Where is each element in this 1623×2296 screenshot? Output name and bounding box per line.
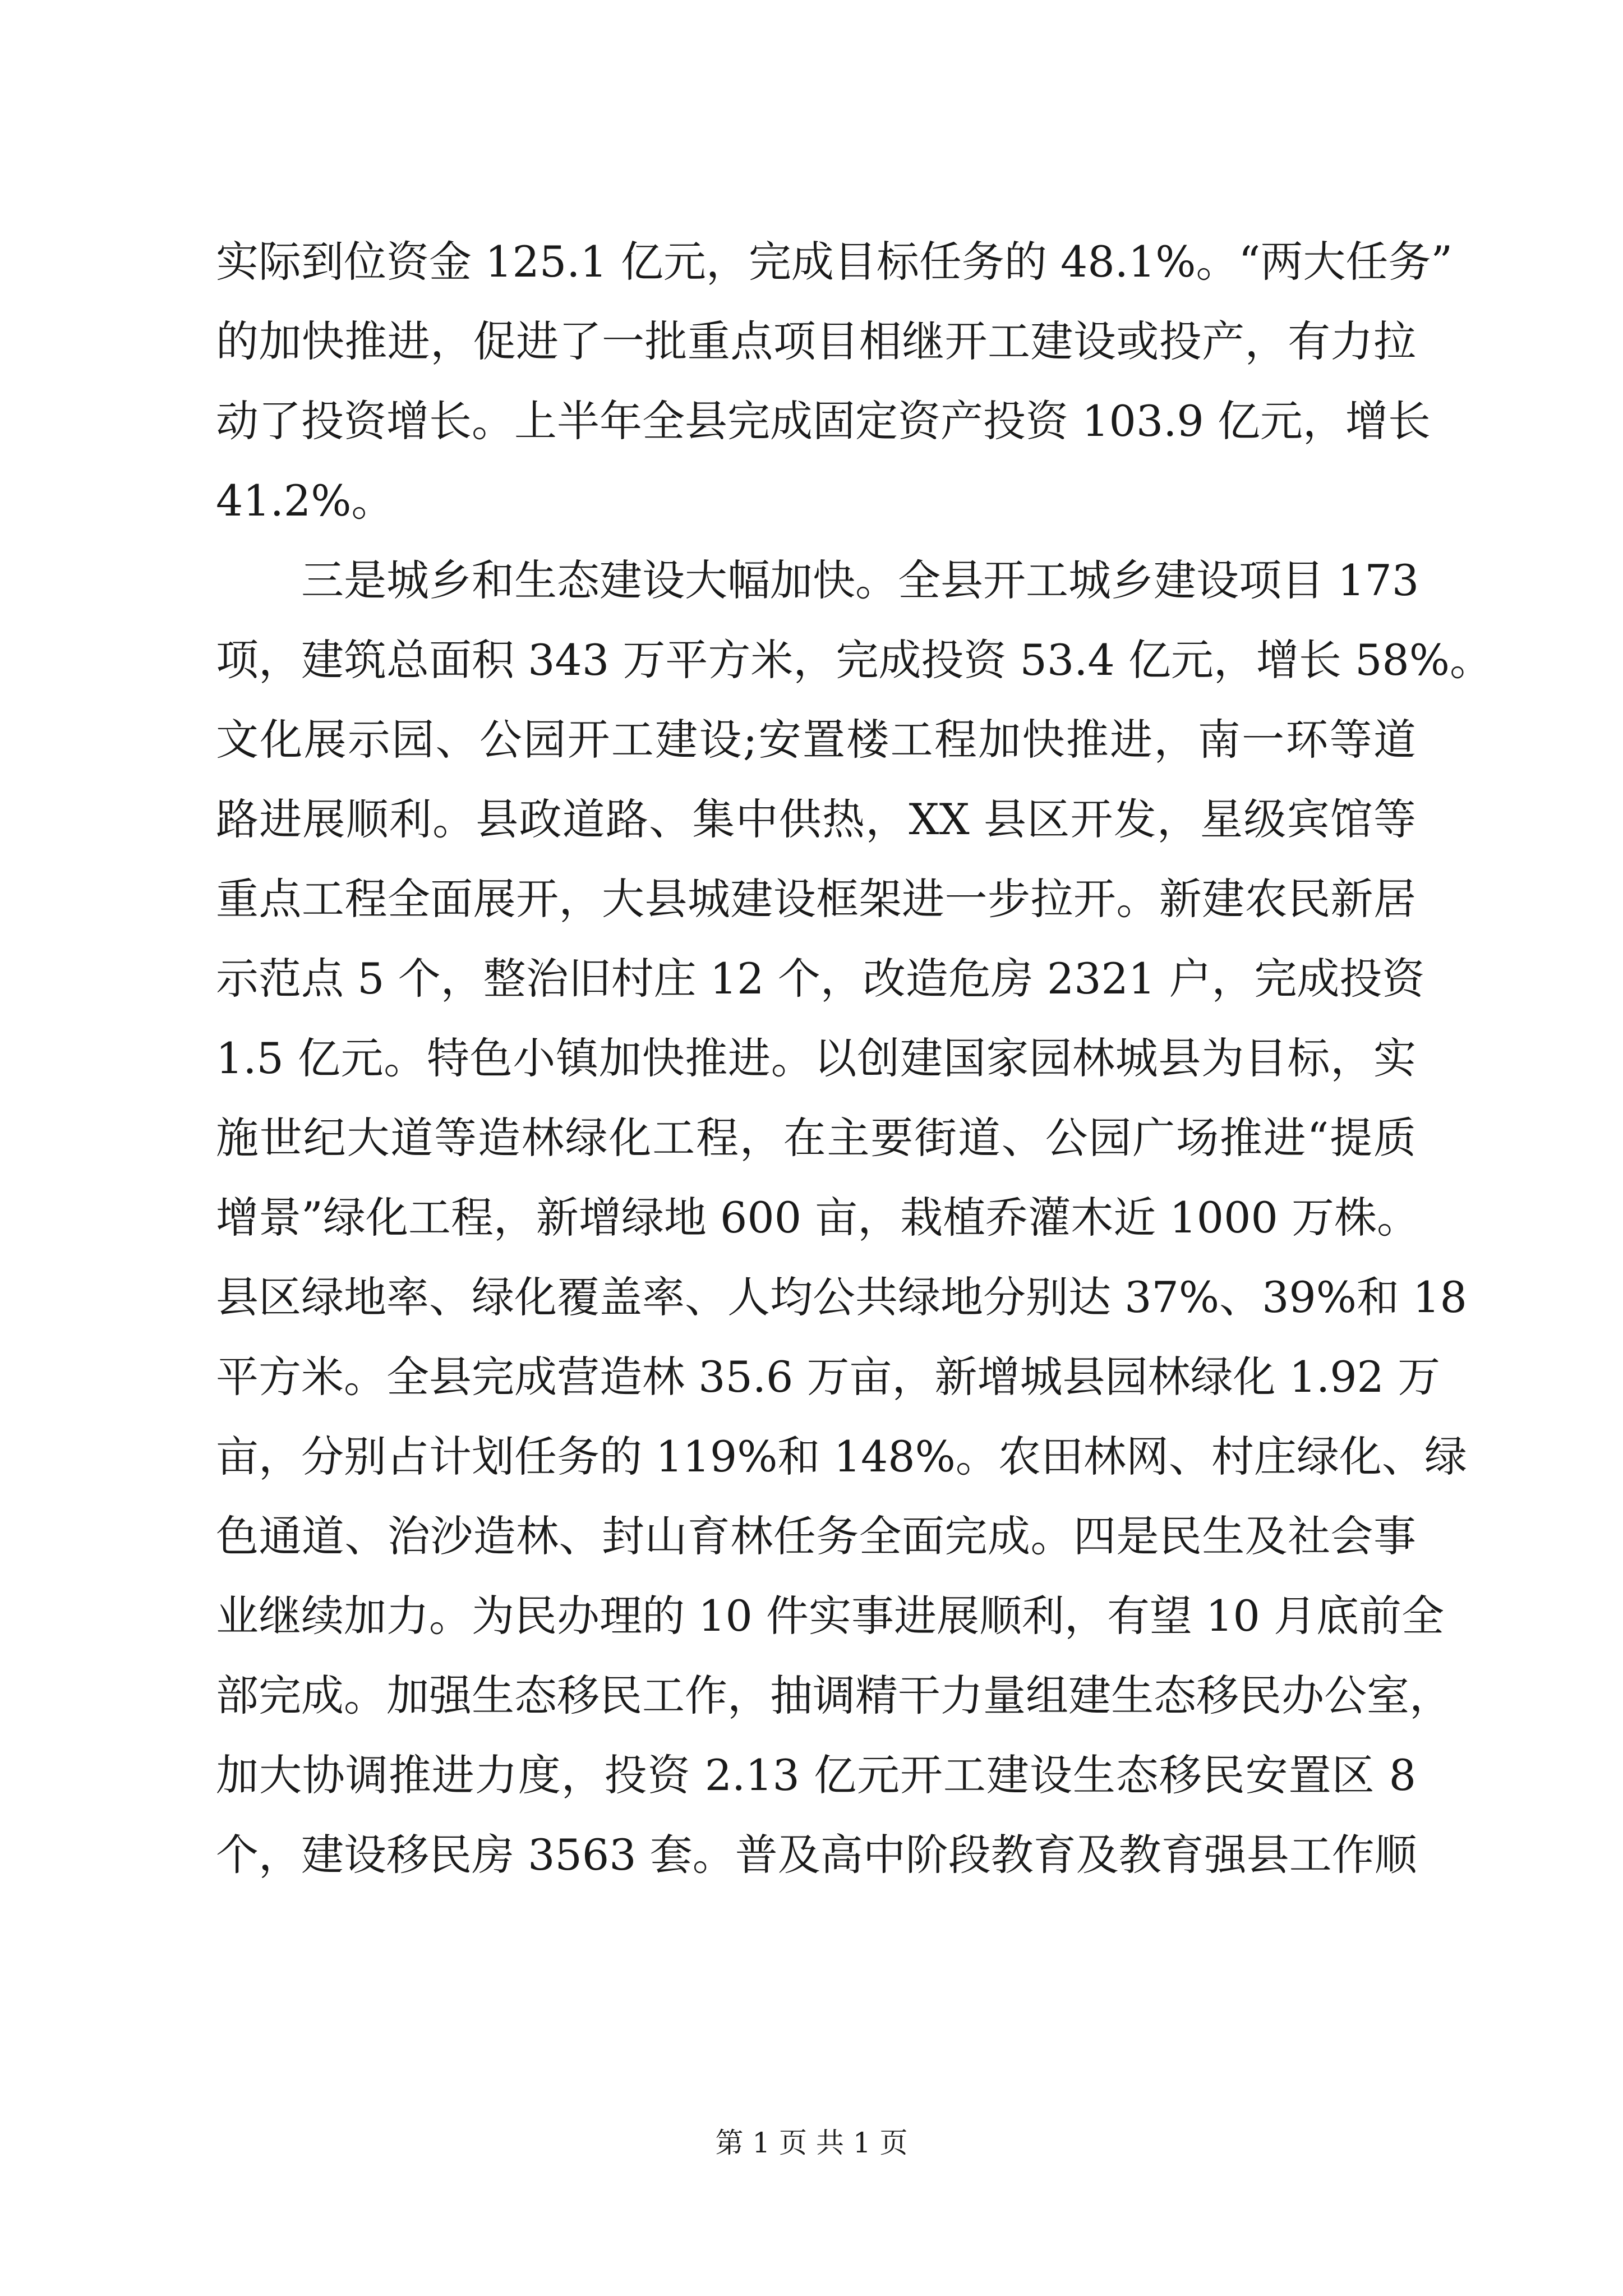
text-line: 41.2%。 [216, 476, 394, 526]
text-line: 项，建筑总面积 343 万平方米，完成投资 53.4 亿元，增长 58%。 [216, 635, 1492, 685]
text-line: 亩，分别占计划任务的 119%和 148%。农田林网、村庄绿化、绿 [216, 1432, 1467, 1481]
text-line: 个，建设移民房 3563 套。普及高中阶段教育及教育强县工作顺 [216, 1830, 1417, 1880]
text-line: 三是城乡和生态建设大幅加快。全县开工城乡建设项目 173 [216, 555, 1419, 605]
text-line: 县区绿地率、绿化覆盖率、人均公共绿地分别达 37%、39%和 18 [216, 1272, 1467, 1322]
text-line: 施世纪大道等造林绿化工程，在主要街道、公园广场推进“提质 [216, 1113, 1416, 1163]
text-line: 动了投资增长。上半年全县完成固定资产投资 103.9 亿元，增长 [216, 396, 1431, 446]
text-line: 1.5 亿元。特色小镇加快推进。以创建国家园林城县为目标，实 [216, 1033, 1416, 1083]
text-line: 重点工程全面展开，大县城建设框架进一步拉开。新建农民新居 [216, 874, 1416, 924]
text-line: 路进展顺利。县政道路、集中供热，XX 县区开发，星级宾馆等 [216, 794, 1416, 844]
text-line: 色通道、治沙造林、封山育林任务全面完成。四是民生及社会事 [216, 1511, 1416, 1561]
text-line: 业继续加力。为民办理的 10 件实事进展顺利，有望 10 月底前全 [216, 1591, 1445, 1641]
page-footer: 第 1 页 共 1 页 [715, 2127, 908, 2159]
text-line: 示范点 5 个，整治旧村庄 12 个，改造危房 2321 户，完成投资 [216, 954, 1425, 1004]
text-line: 部完成。加强生态移民工作，抽调精干力量组建生态移民办公室， [216, 1671, 1452, 1720]
text-line: 实际到位资金 125.1 亿元，完成目标任务的 48.1%。“两大任务” [216, 237, 1453, 287]
text-line: 加大协调推进力度，投资 2.13 亿元开工建设生态移民安置区 8 [216, 1750, 1416, 1800]
text-line: 增景”绿化工程，新增绿地 600 亩，栽植乔灌木近 1000 万株。 [216, 1193, 1419, 1243]
body-text [216, 222, 1492, 1895]
text-line: 文化展示园、公园开工建设;安置楼工程加快推进，南一环等道 [216, 715, 1416, 765]
text-line: 平方米。全县完成营造林 35.6 万亩，新增城县园林绿化 1.92 万 [216, 1352, 1441, 1402]
text-line: 的加快推进，促进了一批重点项目相继开工建设或投产，有力拉 [216, 316, 1416, 366]
